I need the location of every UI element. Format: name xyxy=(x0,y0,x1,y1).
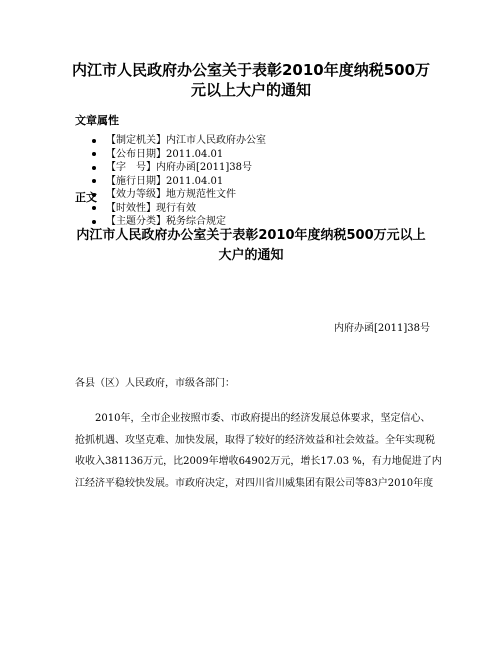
body-title-line-2: 大户的通知 xyxy=(218,248,284,263)
bullet-icon xyxy=(92,139,96,143)
attribute-text: 【效力等级】地方规范性文件 xyxy=(106,189,236,200)
attribute-text: 【时效性】现行有效 xyxy=(106,202,196,214)
paragraph-line: 江经济平稳较快发展。市政府决定，对四川省川威集团有限公司等83户2010年度 xyxy=(75,477,434,489)
body-paragraph xyxy=(75,408,442,494)
body-title xyxy=(40,226,462,266)
bullet-icon xyxy=(92,152,96,156)
salutation: 各县（区）人民政府，市级各部门： xyxy=(75,378,235,389)
paragraph-line: 2010年，全市企业按照市委、市政府提出的经济发展总体要求，坚定信心、 xyxy=(95,413,431,424)
attribute-item xyxy=(92,202,266,216)
body-title-line-1: 内江市人民政府办公室关于表彰2010年度纳税500万元以上 xyxy=(76,228,426,243)
bullet-icon xyxy=(92,220,96,224)
document-title-line-1: 内江市人民政府办公室关于表彰2010年度纳税500万 xyxy=(71,61,431,79)
document-title-line-2: 元以上大户的通知 xyxy=(190,81,311,99)
document-title xyxy=(40,60,462,100)
body-heading: 正文 xyxy=(75,191,97,204)
attribute-text: 【施行日期】2011.04.01 xyxy=(106,175,224,187)
paragraph-line: 抢抓机遇、攻坚克难、加快发展，取得了较好的经济效益和社会效益。全年实现税 xyxy=(75,434,435,446)
attribute-item xyxy=(92,175,266,189)
attribute-text: 【字 号】内府办函[2011]38号 xyxy=(106,162,252,173)
bullet-icon xyxy=(92,206,96,210)
attribute-text: 【公布日期】2011.04.01 xyxy=(106,148,224,160)
attribute-item xyxy=(92,161,266,175)
document-number: 内府办函[2011]38号 xyxy=(334,323,430,334)
attribute-text: 【主题分类】税务综合规定 xyxy=(106,216,226,227)
bullet-icon xyxy=(92,179,96,183)
attribute-item xyxy=(92,148,266,162)
attribute-text: 【制定机关】内江市人民政府办公室 xyxy=(106,135,266,146)
bullet-icon xyxy=(92,166,96,170)
attributes-heading: 文章属性 xyxy=(75,114,119,127)
attribute-item xyxy=(92,188,266,202)
attributes-list xyxy=(92,134,266,229)
attribute-item xyxy=(92,134,266,148)
paragraph-line: 收收入381136万元，比2009年增收64902万元，增长17.03 %，有力地促进了内 xyxy=(75,456,442,467)
